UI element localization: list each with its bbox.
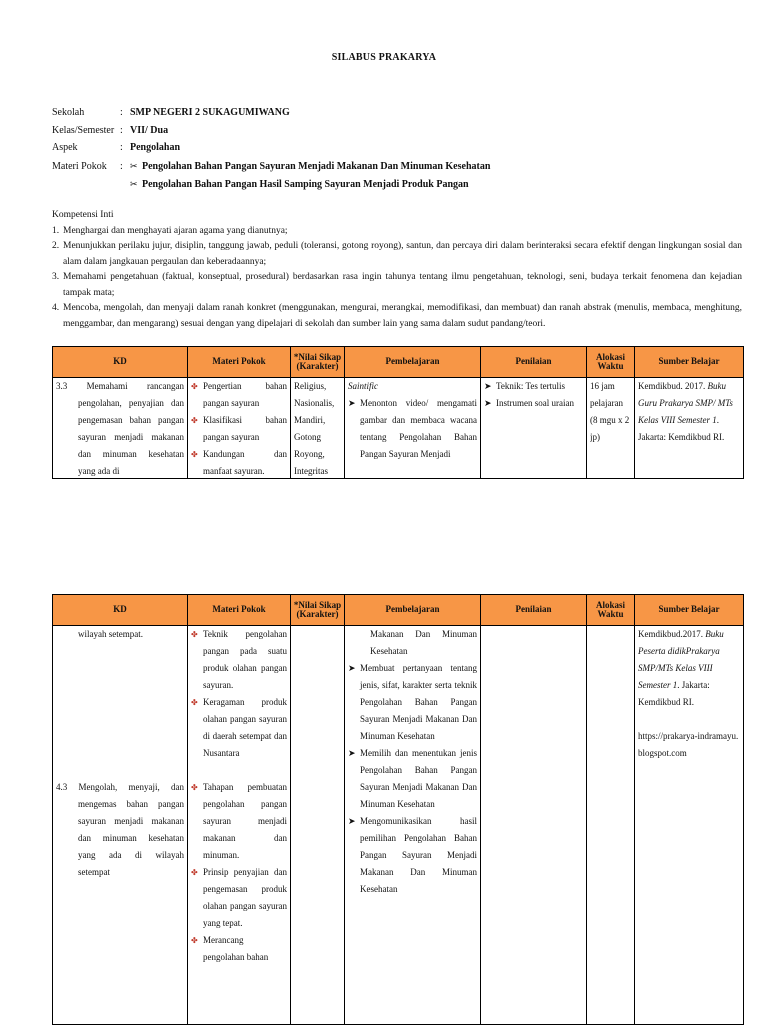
fleur-bullet-icon: ✤ bbox=[191, 416, 198, 425]
scissors-icon: ✂ bbox=[130, 161, 138, 171]
kompetensi-item: 3. Memahami pengetahuan (faktual, konseptual, prosedural) berdasarkan rasa ingin tahunya tentang ilmu pengetahuan, teknologi, seni, budaya terkait fenomena dan kejadian tampak mata; bbox=[52, 272, 742, 298]
header-pembelajaran: Pembelajaran bbox=[345, 595, 481, 626]
kompetensi-heading: Kompetensi Inti bbox=[52, 210, 114, 220]
pembelajaran-intro: Saintific bbox=[348, 381, 378, 391]
table-row bbox=[53, 378, 744, 479]
fleur-bullet-icon: ✤ bbox=[191, 450, 198, 459]
table-header-row bbox=[53, 347, 744, 378]
kompetensi-item: 4. Mencoba, mengolah, dan menyaji dalam ranah konkret (menggunakan, mengurai, merangkai, memodifikasi, dan membuat) dan ranah abstrak (menulis, membaca, menghitung, menggambar, dan mengarang) sesuai dengan yang dipelajari di sekolah dan sumber lain yang sama dalam sudut pandang/teori. bbox=[52, 303, 742, 329]
colon: : bbox=[120, 142, 123, 153]
scissors-icon: ✂ bbox=[130, 179, 138, 189]
list-item: ✤ Prinsip penyajian dan pengemasan produk olahan pangan sayuran yang tepat. bbox=[191, 864, 287, 932]
materi-label: Materi Pokok bbox=[52, 161, 107, 172]
syllabus-table-2 bbox=[52, 594, 744, 1025]
header-kd: KD bbox=[53, 595, 188, 626]
sumber-text: Kemdikbud.2017. Buku Peserta didikPrakarya SMP/MTs Kelas VIII Semester 1. Jakarta: Kemdikbud RI. https://prakarya-indramayu.blogspot.com bbox=[638, 626, 740, 1024]
header-materi: Materi Pokok bbox=[188, 595, 291, 626]
header-nilai: *Nilai Sikap (Karakter) bbox=[291, 595, 345, 626]
sumber-text: Kemdikbud. 2017. Buku Guru Prakarya SMP/ MTs Kelas VIII Semester 1. Jakarta: Kemdikbud RI. bbox=[638, 381, 733, 442]
fleur-bullet-icon: ✤ bbox=[191, 630, 198, 639]
info-aspek bbox=[52, 139, 180, 157]
syllabus-table-1 bbox=[52, 346, 744, 479]
kompetensi-item: 2. Menunjukkan perilaku jujur, disiplin, tanggung jawab, peduli (toleransi, gotong royong), santun, dan percaya diri dalam berinteraksi secara efektif dengan lingkungan sosial dan alam dalam jangkauan pergaulan dan keberadaannya; bbox=[52, 241, 742, 267]
fleur-bullet-icon: ✤ bbox=[191, 698, 198, 707]
table-row bbox=[53, 626, 744, 1025]
list-item: ✤ Merancang pengolahan bahan bbox=[191, 932, 287, 966]
arrow-bullet-icon: ➤ bbox=[484, 381, 492, 391]
nilai-text: Religius, Nasionalis, Mandiri, Gotong Royong, Integritas bbox=[294, 381, 335, 476]
pembelajaran-cont: Makanan Dan Minuman Kesehatan bbox=[370, 629, 477, 656]
info-materi-1 bbox=[52, 157, 490, 176]
header-sumber: Sumber Belajar bbox=[635, 347, 744, 378]
list-item: ➤ Teknik: Tes tertulis bbox=[484, 378, 583, 395]
materi-item: Pengolahan Bahan Pangan Sayuran Menjadi Makanan Dan Minuman Kesehatan bbox=[142, 161, 491, 172]
list-item: ✤ Teknik pengolahan pangan pada suatu produk olahan pangan sayuran. bbox=[191, 626, 287, 694]
aspek-value: Pengolahan bbox=[130, 142, 181, 153]
arrow-bullet-icon: ➤ bbox=[348, 663, 356, 673]
colon: : bbox=[120, 125, 123, 136]
sekolah-value: SMP NEGERI 2 SUKAGUMIWANG bbox=[130, 107, 290, 118]
list-item: ➤ Memilih dan menentukan jenis Pengolahan Bahan Pangan Sayuran Menjadi Makanan Dan Minuman Kesehatan bbox=[348, 745, 477, 813]
alokasi-text: 16 jam pelajaran (8 mgu x 2 jp) bbox=[590, 381, 630, 442]
colon: : bbox=[120, 161, 123, 172]
header-kd: KD bbox=[53, 347, 188, 378]
list-item: ✤ Tahapan pembuatan pengolahan pangan sayuran menjadi makanan dan minuman. bbox=[191, 779, 287, 864]
list-item: ✤ Pengertian bahan pangan sayuran bbox=[191, 378, 287, 412]
arrow-bullet-icon: ➤ bbox=[348, 748, 356, 758]
kd-text: wilayah setempat. bbox=[78, 629, 143, 639]
sumber-url: https://prakarya-indramayu.blogspot.com bbox=[638, 731, 739, 758]
info-sekolah bbox=[52, 104, 290, 122]
aspek-label: Aspek bbox=[52, 142, 78, 153]
kompetensi-item: 1. Menghargai dan menghayati ajaran agama yang dianutnya; bbox=[52, 225, 288, 236]
header-penilaian: Penilaian bbox=[481, 347, 587, 378]
fleur-bullet-icon: ✤ bbox=[191, 783, 198, 792]
fleur-bullet-icon: ✤ bbox=[191, 936, 198, 945]
list-item: ✤ Keragaman produk olahan pangan sayuran di daerah setempat dan Nusantara bbox=[191, 694, 287, 762]
fleur-bullet-icon: ✤ bbox=[191, 382, 198, 391]
kelas-value: VII/ Dua bbox=[130, 125, 169, 136]
kelas-label: Kelas/Semester bbox=[52, 125, 115, 136]
sekolah-label: Sekolah bbox=[52, 107, 85, 118]
list-item: ➤ Instrumen soal uraian bbox=[484, 395, 583, 412]
header-materi: Materi Pokok bbox=[188, 347, 291, 378]
kompetensi-inti bbox=[52, 208, 742, 332]
materi-item: Pengolahan Bahan Pangan Hasil Samping Sayuran Menjadi Produk Pangan bbox=[142, 179, 469, 190]
arrow-bullet-icon: ➤ bbox=[348, 398, 356, 408]
header-pembelajaran: Pembelajaran bbox=[345, 347, 481, 378]
table-header-row bbox=[53, 595, 744, 626]
list-item: ➤ Membuat pertanyaan tentang jenis, sifat, karakter serta teknik Pengolahan Bahan Pangan Sayuran Menjadi Makanan Dan Minuman Kesehatan bbox=[348, 660, 477, 745]
list-item: ➤ Menonton video/ mengamati gambar dan membaca wacana tentang Pengolahan Bahan Pangan Sayuran Menjadi bbox=[348, 395, 477, 463]
list-item: ✤ Kandungan dan manfaat sayuran. bbox=[191, 446, 287, 478]
list-item: ➤ Mengomunikasikan hasil pemilihan Pengolahan Bahan Pangan Sayuran Menjadi Makanan Dan Minuman Kesehatan bbox=[348, 813, 477, 898]
list-item: ✤ Klasifikasi bahan pangan sayuran bbox=[191, 412, 287, 446]
document-title: SILABUS PRAKARYA bbox=[331, 52, 437, 63]
header-alokasi: Alokasi Waktu bbox=[587, 595, 635, 626]
info-kelas bbox=[52, 122, 168, 140]
info-materi-2 bbox=[52, 175, 469, 194]
kd-text: 3.3 Memahami rancangan pengolahan, penyajian dan pengemasan bahan pangan sayuran menjadi makanan dan minuman kesehatan yang ada di bbox=[56, 381, 184, 476]
kd-text: 4.3 Mengolah, menyaji, dan mengemas bahan pangan sayuran menjadi makanan dan minuman kesehatan yang ada di wilayah setempat bbox=[56, 782, 184, 877]
header-alokasi: Alokasi Waktu bbox=[587, 347, 635, 378]
fleur-bullet-icon: ✤ bbox=[191, 868, 198, 877]
header-nilai: *Nilai Sikap (Karakter) bbox=[291, 347, 345, 378]
arrow-bullet-icon: ➤ bbox=[348, 816, 356, 826]
arrow-bullet-icon: ➤ bbox=[484, 398, 492, 408]
header-penilaian: Penilaian bbox=[481, 595, 587, 626]
header-sumber: Sumber Belajar bbox=[635, 595, 744, 626]
colon: : bbox=[120, 107, 123, 118]
